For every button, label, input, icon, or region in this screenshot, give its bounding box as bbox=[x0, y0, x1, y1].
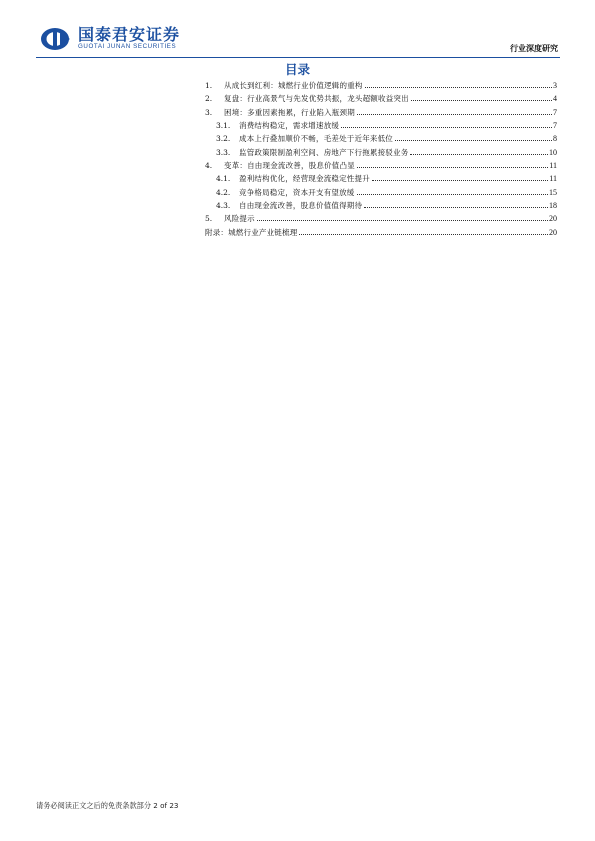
toc-entry-title: 盈利结构优化，经营现金流稳定性提升 bbox=[239, 174, 370, 184]
toc-entry-number: 5. bbox=[205, 214, 213, 224]
report-type-label: 行业深度研究 bbox=[510, 44, 558, 53]
toc-entry-number: 1. bbox=[205, 81, 213, 90]
logo-chinese-name: 国泰君安证券 bbox=[78, 25, 181, 44]
toc-entry-title: 消费结构稳定，需求增速放缓 bbox=[239, 121, 340, 131]
toc-entry-title: 附录：城燃行业产业链梳理 bbox=[205, 227, 298, 237]
toc-entry-number: 3.3. bbox=[216, 147, 231, 157]
toc-entry-number: 3.1. bbox=[216, 121, 231, 131]
toc-entry-title: 风险提示 bbox=[224, 214, 255, 224]
toc-entry-number: 4.1. bbox=[216, 174, 231, 184]
toc-entry-title: 自由现金流改善，股息价值值得期待 bbox=[239, 201, 363, 211]
toc-entry-title: 变革：自由现金流改善，股息价值凸显 bbox=[224, 161, 355, 171]
toc-entry-number: 4.3. bbox=[216, 201, 231, 211]
toc-leader-dots bbox=[357, 113, 552, 115]
toc-leader-dots bbox=[365, 86, 552, 88]
toc-entry[interactable] bbox=[205, 79, 557, 92]
toc-entry-number: 3. bbox=[205, 107, 213, 117]
toc-entry[interactable] bbox=[205, 226, 557, 239]
toc-entry-page: 7 bbox=[553, 107, 557, 117]
header-divider bbox=[36, 57, 560, 58]
toc-entry-page: 3 bbox=[553, 81, 557, 90]
toc-entry-title: 竞争格局稳定，资本开支有望放缓 bbox=[239, 187, 355, 197]
toc-entry[interactable] bbox=[205, 199, 557, 212]
toc-leader-dots bbox=[395, 139, 552, 141]
toc-entry-page: 20 bbox=[549, 227, 557, 237]
toc-leader-dots bbox=[372, 179, 548, 181]
table-of-contents bbox=[205, 79, 557, 239]
toc-entry-page: 11 bbox=[549, 161, 557, 171]
toc-entry-page: 18 bbox=[549, 201, 557, 211]
toc-entry[interactable] bbox=[205, 132, 557, 145]
page-header bbox=[36, 26, 560, 60]
toc-leader-dots bbox=[357, 166, 548, 168]
toc-leader-dots bbox=[341, 126, 552, 128]
toc-heading: 目录 bbox=[284, 62, 310, 77]
toc-entry-number: 3.2. bbox=[216, 134, 231, 144]
toc-entry-page: 7 bbox=[553, 121, 557, 131]
toc-entry-title: 困境：多重因素拖累，行业陷入瓶颈期 bbox=[224, 107, 355, 117]
toc-entry-number: 4. bbox=[205, 161, 213, 171]
toc-entry-page: 15 bbox=[549, 187, 557, 197]
logo-english-name: GUOTAI JUNAN SECURITIES bbox=[78, 43, 177, 50]
toc-leader-dots bbox=[257, 219, 548, 221]
toc-leader-dots bbox=[357, 193, 549, 195]
toc-leader-dots bbox=[410, 153, 548, 155]
toc-entry-title: 复盘：行业高景气与先发优势共振，龙头超额收益突出 bbox=[224, 94, 409, 104]
toc-entry[interactable] bbox=[205, 159, 557, 172]
toc-entry[interactable] bbox=[205, 212, 557, 225]
toc-entry[interactable] bbox=[205, 172, 557, 185]
toc-entry-page: 8 bbox=[553, 134, 557, 144]
toc-entry-page: 11 bbox=[549, 174, 557, 184]
toc-entry-title: 从成长到红利：城燃行业价值逻辑的重构 bbox=[224, 81, 363, 90]
toc-entry-page: 20 bbox=[549, 214, 557, 224]
company-logo bbox=[40, 26, 180, 51]
toc-entry[interactable] bbox=[205, 186, 557, 199]
toc-entry-title: 监管政策限制盈利空间、房地产下行拖累接驳业务 bbox=[239, 147, 409, 157]
toc-leader-dots bbox=[299, 233, 548, 235]
toc-leader-dots bbox=[364, 206, 548, 208]
toc-entry[interactable] bbox=[205, 106, 557, 119]
toc-entry[interactable] bbox=[205, 119, 557, 132]
guotai-junan-logo-icon bbox=[40, 27, 74, 51]
toc-entry-title: 成本上行叠加顺价不畅，毛差处于近年来低位 bbox=[239, 134, 393, 144]
toc-entry-page: 4 bbox=[553, 94, 557, 104]
page-footer: 请务必阅读正文之后的免责条款部分 2 of 23 bbox=[36, 801, 179, 810]
toc-entry[interactable] bbox=[205, 146, 557, 159]
toc-entry-number: 2. bbox=[205, 94, 213, 104]
toc-entry-number: 4.2. bbox=[216, 187, 231, 197]
toc-entry[interactable] bbox=[205, 92, 557, 105]
toc-entry-page: 10 bbox=[549, 147, 557, 157]
toc-leader-dots bbox=[411, 99, 552, 101]
